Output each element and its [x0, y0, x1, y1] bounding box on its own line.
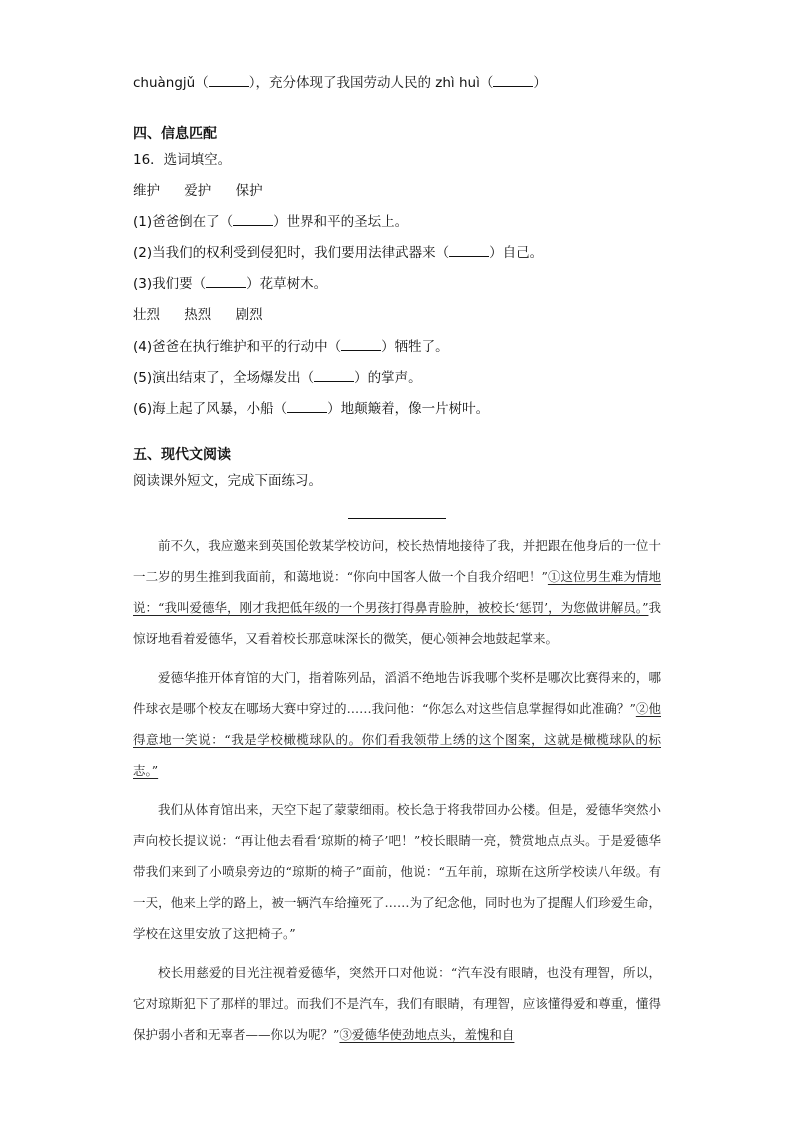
top-line-part1: chuàngjǔ（ [133, 75, 209, 91]
word-option: 爱护 [184, 183, 212, 199]
item-1 [133, 213, 408, 231]
answer-blank[interactable] [341, 338, 381, 351]
item-text: ）地颠簸着，像一片树叶。 [327, 401, 490, 417]
item-5 [133, 369, 422, 387]
underlined-sentence-2: ②他得意地一笑说：“我是学校橄榄球队的。你们看我领带上绣的这个图案，这就是橄榄球队的标志。” [133, 701, 661, 778]
passage-paragraph [133, 957, 661, 1050]
underlined-sentence-1: ①这位男生难为情地说：“我叫爱德华，刚才我把低年级的一个男孩打得鼻青脸肿，被校长‘惩罚’，为您做讲解员。” [133, 569, 661, 615]
item-text: ）花草树木。 [246, 276, 328, 292]
underlined-sentence-3: ③爱德华使劲地点头，羞愧和自 [339, 1027, 515, 1042]
top-line-part3: ） [533, 75, 547, 91]
item-6 [133, 400, 489, 418]
passage-text: 前不久，我应邀来到英国伦敦某学校访问，校长热情地接待了我，并把跟在他身后的一位十一二岁的男生推到我面前，和蔼地说：“你向中国客人做一个自我介绍吧！” [133, 538, 661, 584]
item-text: (2)当我们的权利受到侵犯时，我们要用法律武器来（ [133, 245, 450, 261]
item-text: (3)我们要（ [133, 276, 207, 292]
item-text: (6)海上起了风暴，小船（ [133, 401, 288, 417]
item-text: ）自己。 [489, 245, 544, 261]
item-text: ）牺牲了。 [381, 339, 449, 355]
answer-blank[interactable] [206, 275, 246, 288]
item-4 [133, 338, 449, 356]
answer-blank[interactable] [233, 213, 273, 226]
passage-paragraph [133, 662, 661, 786]
passage-text: 校长用慈爱的目光注视着爱德华，突然开口对他说：“汽车没有眼睛，也没有理智，所以，它对琼斯犯下了那样的罪过。而我们不是汽车，我们有眼睛，有理智，应该懂得爱和尊重，懂得保护弱小者和无辜者——你以为呢？” [133, 965, 661, 1042]
section5-instruction: 阅读课外短文，完成下面练习。 [133, 473, 322, 489]
word-bank-2 [133, 306, 283, 324]
section4-heading: 四、信息匹配 [133, 126, 217, 142]
passage-text: 爱德华推开体育馆的大门，指着陈列品，滔滔不绝地告诉我哪个奖杯是哪次比赛得来的，哪件球衣是哪个校友在哪场大赛中穿过的……我问他：“你怎么对这些信息掌握得如此准确？” [133, 670, 661, 716]
item-text: ）的掌声。 [354, 370, 422, 386]
word-option: 热烈 [184, 307, 212, 323]
word-option: 剧烈 [235, 307, 263, 323]
passage-paragraph [133, 794, 661, 949]
item-text: (1)爸爸倒在了（ [133, 214, 234, 230]
passage-text: 我们从体育馆出来，天空下起了蒙蒙细雨。校长急于将我带回办公楼。但是，爱德华突然小声向校长提议说：“再让他去看看‘琼斯的椅子’吧！”校长眼睛一亮，赞赏地点点头。于是爱德华带我们来到了小喷泉旁边的“琼斯的椅子”面前，他说：“五年前，琼斯在这所学校读八年级。有一天，他来上学的路上，被一辆汽车给撞死了……为了纪念他，同时也为了提醒人们珍爱生命，学校在这里安放了这把椅子。” [133, 802, 661, 941]
top-fill-line [133, 74, 547, 92]
passage-title-blank[interactable] [348, 518, 446, 519]
answer-blank[interactable] [449, 244, 489, 257]
reading-passage [133, 530, 661, 1058]
passage-paragraph [133, 530, 661, 654]
item-text: ）世界和平的圣坛上。 [273, 214, 409, 230]
item-2 [133, 244, 543, 262]
word-option: 维护 [133, 183, 160, 199]
answer-blank[interactable] [209, 74, 249, 87]
item-3 [133, 275, 327, 293]
answer-blank[interactable] [287, 400, 327, 413]
word-option: 保护 [235, 183, 263, 199]
answer-blank[interactable] [314, 369, 354, 382]
item-text: (4)爸爸在执行维护和平的行动中（ [133, 339, 342, 355]
item-text: (5)演出结束了，全场爆发出（ [133, 370, 315, 386]
passage-text: 我惊讶地看着爱德华，又看着校长那意味深长的微笑，便心领神会地鼓起掌来。 [133, 600, 661, 646]
section5-heading: 五、现代文阅读 [133, 447, 231, 463]
word-option: 壮烈 [133, 307, 160, 323]
word-bank-1 [133, 182, 283, 200]
top-line-part2: ），充分体现了我国劳动人民的 zhì huì（ [248, 75, 494, 91]
answer-blank[interactable] [493, 74, 533, 87]
question-16: 16．选词填空。 [133, 152, 232, 168]
